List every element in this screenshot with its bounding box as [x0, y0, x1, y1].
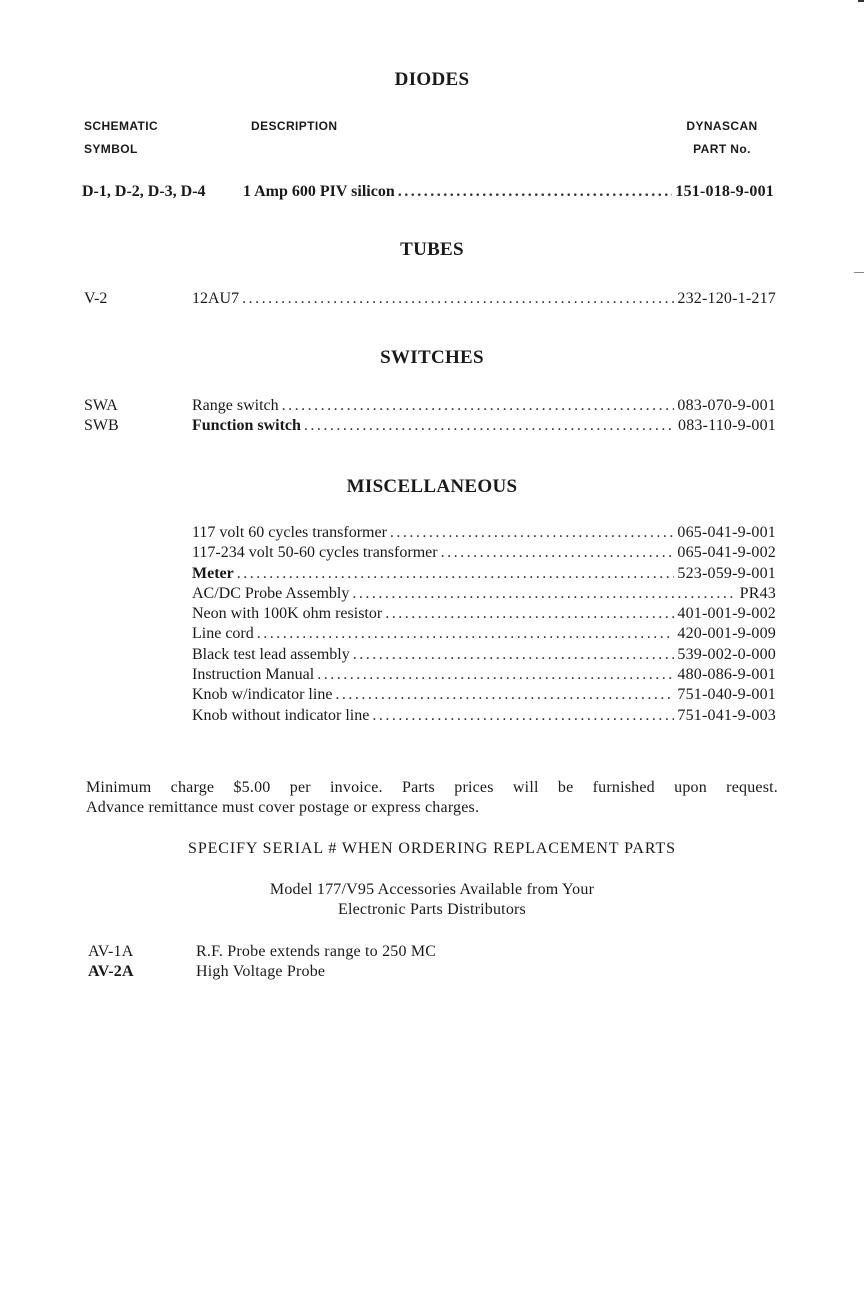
leader-dots [441, 543, 675, 563]
accessories-title [0, 880, 864, 920]
part-number: 539-002-0-000 [677, 645, 776, 663]
part-description: Instruction Manual [192, 666, 315, 684]
scan-corner-mark [858, 0, 864, 2]
parts-row-misc [192, 523, 776, 543]
accessory-code: AV-1A [88, 943, 134, 960]
specify-serial-notice: SPECIFY SERIAL # WHEN ORDERING REPLACEMENT PARTS [188, 840, 676, 857]
parts-row-tubes [84, 289, 776, 309]
part-description: Range switch [192, 397, 279, 414]
part-description: 117 volt 60 cycles transformer [192, 524, 387, 541]
parts-row-diodes [82, 182, 774, 202]
part-description: 12AU7 [192, 290, 240, 307]
section-heading-switches: SWITCHES [380, 347, 484, 368]
ordering-note [86, 778, 778, 818]
part-number: 083-070-9-001 [677, 397, 776, 414]
column-header-part-no: PART No. [693, 142, 751, 156]
accessory-description: R.F. Probe extends range to 250 MC [196, 943, 437, 960]
part-description: AC/DC Probe Assembly [192, 584, 350, 602]
column-header-symbol: SYMBOL [84, 142, 138, 156]
scan-edge-mark [854, 272, 864, 273]
leader-dots [372, 706, 674, 726]
part-description: Black test lead assembly [192, 645, 350, 663]
part-number: 232-120-1-217 [677, 290, 776, 307]
accessory-row [88, 942, 688, 962]
leader-dots [385, 604, 674, 624]
parts-list-switches [84, 396, 776, 437]
parts-row-switch [84, 396, 776, 416]
part-description: Meter [192, 564, 234, 582]
leader-dots [353, 645, 675, 665]
column-header-dynascan: DYNASCAN [686, 119, 758, 133]
part-number: 065-041-9-002 [677, 544, 776, 562]
column-header-schematic: SCHEMATIC [84, 119, 159, 133]
section-heading-diodes: DIODES [394, 69, 470, 90]
part-symbol: SWA [84, 397, 118, 414]
accessories-title-line-2: Electronic Parts Distributors [338, 901, 526, 918]
accessory-row [88, 962, 688, 982]
part-number: 151-018-9-001 [675, 183, 774, 200]
part-symbol: D-1, D-2, D-3, D-4 [82, 183, 206, 200]
section-heading-miscellaneous: MISCELLANEOUS [346, 476, 518, 497]
part-number: 751-040-9-001 [677, 686, 776, 704]
leader-dots [390, 523, 675, 543]
part-number: 401-001-9-002 [677, 605, 776, 623]
parts-row-misc [192, 645, 776, 665]
ordering-note-line-2: Advance remittance must cover postage or express charges. [86, 799, 480, 816]
parts-row-misc [192, 584, 776, 604]
parts-row-misc [192, 604, 776, 624]
section-heading-tubes: TUBES [400, 239, 464, 260]
parts-row-switch [84, 416, 776, 436]
accessories-list [88, 942, 688, 982]
part-number: 065-041-9-001 [677, 524, 776, 541]
column-header-schematic-symbol [84, 115, 158, 161]
part-number: 523-059-9-001 [677, 564, 776, 582]
part-symbol: SWB [84, 417, 119, 435]
part-description: Line cord [192, 625, 254, 643]
part-description: Function switch [192, 417, 301, 435]
parts-row-misc [192, 685, 776, 705]
part-number: 420-001-9-009 [677, 625, 776, 643]
leader-dots [398, 182, 673, 202]
ordering-note-line-1: Minimum charge $5.00 per invoice. Parts prices will be furnished upon request. [86, 779, 778, 796]
parts-row-misc [192, 624, 776, 644]
parts-list-miscellaneous [192, 523, 776, 726]
column-header-description: DESCRIPTION [251, 119, 338, 133]
parts-row-misc [192, 706, 776, 726]
leader-dots [304, 416, 675, 436]
leader-dots [257, 624, 675, 644]
part-description: 117-234 volt 50-60 cycles transformer [192, 544, 438, 562]
part-number: PR43 [739, 584, 776, 602]
leader-dots [242, 289, 674, 309]
part-description: Knob without indicator line [192, 706, 370, 724]
leader-dots [352, 584, 736, 604]
leader-dots [237, 564, 675, 584]
accessories-title-line-1: Model 177/V95 Accessories Available from Your [269, 881, 595, 898]
column-header-part-number [672, 115, 772, 161]
part-description: Knob w/indicator line [192, 686, 333, 704]
accessory-description: High Voltage Probe [196, 963, 326, 980]
part-number: 751-041-9-003 [677, 706, 776, 724]
part-number: 083-110-9-001 [678, 417, 776, 435]
parts-row-misc [192, 665, 776, 685]
leader-dots [282, 396, 675, 416]
part-description: Neon with 100K ohm resistor [192, 605, 383, 623]
part-description: 1 Amp 600 PIV silicon [243, 183, 395, 200]
accessory-code: AV-2A [88, 963, 134, 980]
parts-row-misc [192, 543, 776, 563]
parts-row-misc [192, 564, 776, 584]
part-symbol: V-2 [84, 290, 108, 307]
leader-dots [335, 685, 674, 705]
part-number: 480-086-9-001 [677, 666, 776, 684]
leader-dots [317, 665, 674, 685]
